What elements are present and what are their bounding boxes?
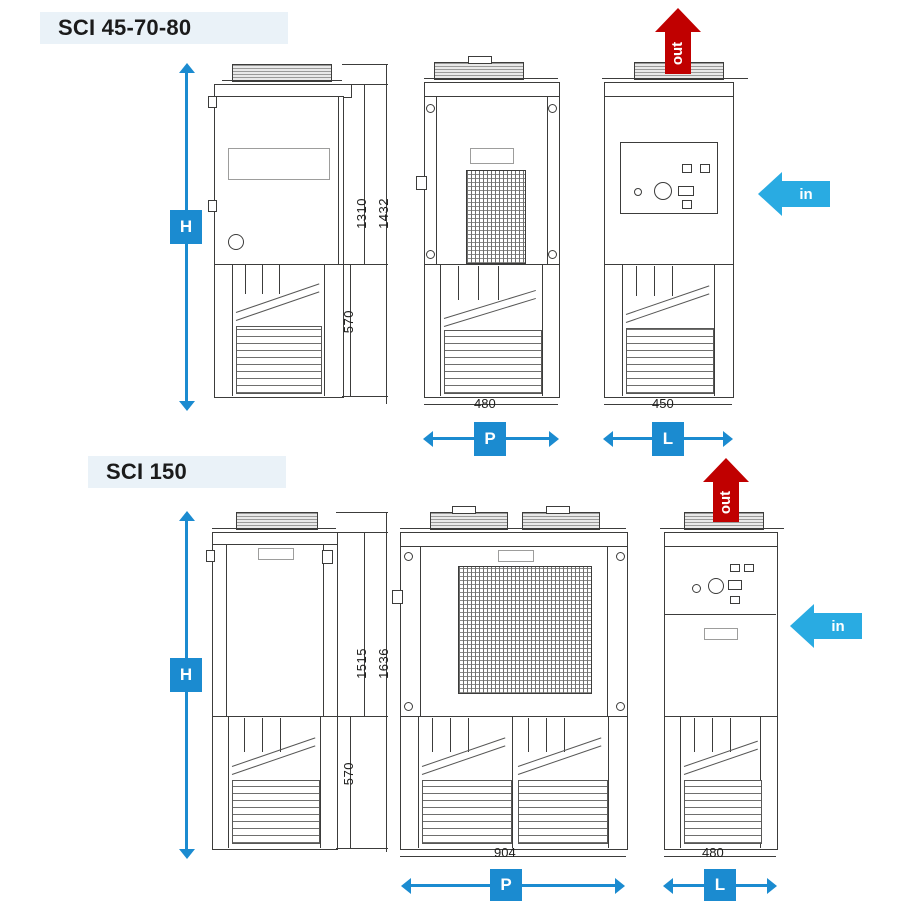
dimension-depth-1: 480 bbox=[474, 396, 496, 411]
depth-dimension-label-1: P bbox=[474, 422, 506, 456]
height-dimension-label-1: H bbox=[170, 210, 202, 244]
dimension-length-2: 480 bbox=[702, 845, 724, 860]
height-dimension-label-2: H bbox=[170, 658, 202, 692]
arrow-head-up-icon bbox=[703, 458, 749, 482]
dimension-length-1: 450 bbox=[652, 396, 674, 411]
air-out-label-1: out bbox=[669, 41, 687, 65]
depth-dimension-label-2: P bbox=[490, 869, 522, 901]
arrow-head-up-icon bbox=[655, 8, 701, 32]
section-title-sci-45-70-80: SCI 45-70-80 bbox=[40, 12, 288, 44]
air-in-label-2: in bbox=[831, 617, 845, 635]
air-out-arrow-1 bbox=[655, 8, 701, 74]
arrow-head-left-icon bbox=[758, 172, 782, 216]
air-in-arrow-2 bbox=[790, 604, 862, 648]
dimension-height-body-1: 1310 bbox=[354, 198, 369, 229]
dimension-height-total-2: 1636 bbox=[376, 648, 391, 679]
length-dimension-label-1: L bbox=[652, 422, 684, 456]
dimension-depth-2: 904 bbox=[494, 845, 516, 860]
arrow-head-left-icon bbox=[790, 604, 814, 648]
air-out-label-2: out bbox=[717, 490, 735, 514]
dimension-height-total-1: 1432 bbox=[376, 198, 391, 229]
air-in-arrow-1 bbox=[758, 172, 830, 216]
dimension-height-base-2: 570 bbox=[341, 762, 356, 786]
air-in-label-1: in bbox=[799, 185, 813, 203]
section-title-sci-150: SCI 150 bbox=[88, 456, 286, 488]
dimension-height-base-1: 570 bbox=[341, 310, 356, 334]
length-dimension-label-2: L bbox=[704, 869, 736, 901]
dimension-height-body-2: 1515 bbox=[354, 648, 369, 679]
air-out-arrow-2 bbox=[703, 458, 749, 522]
